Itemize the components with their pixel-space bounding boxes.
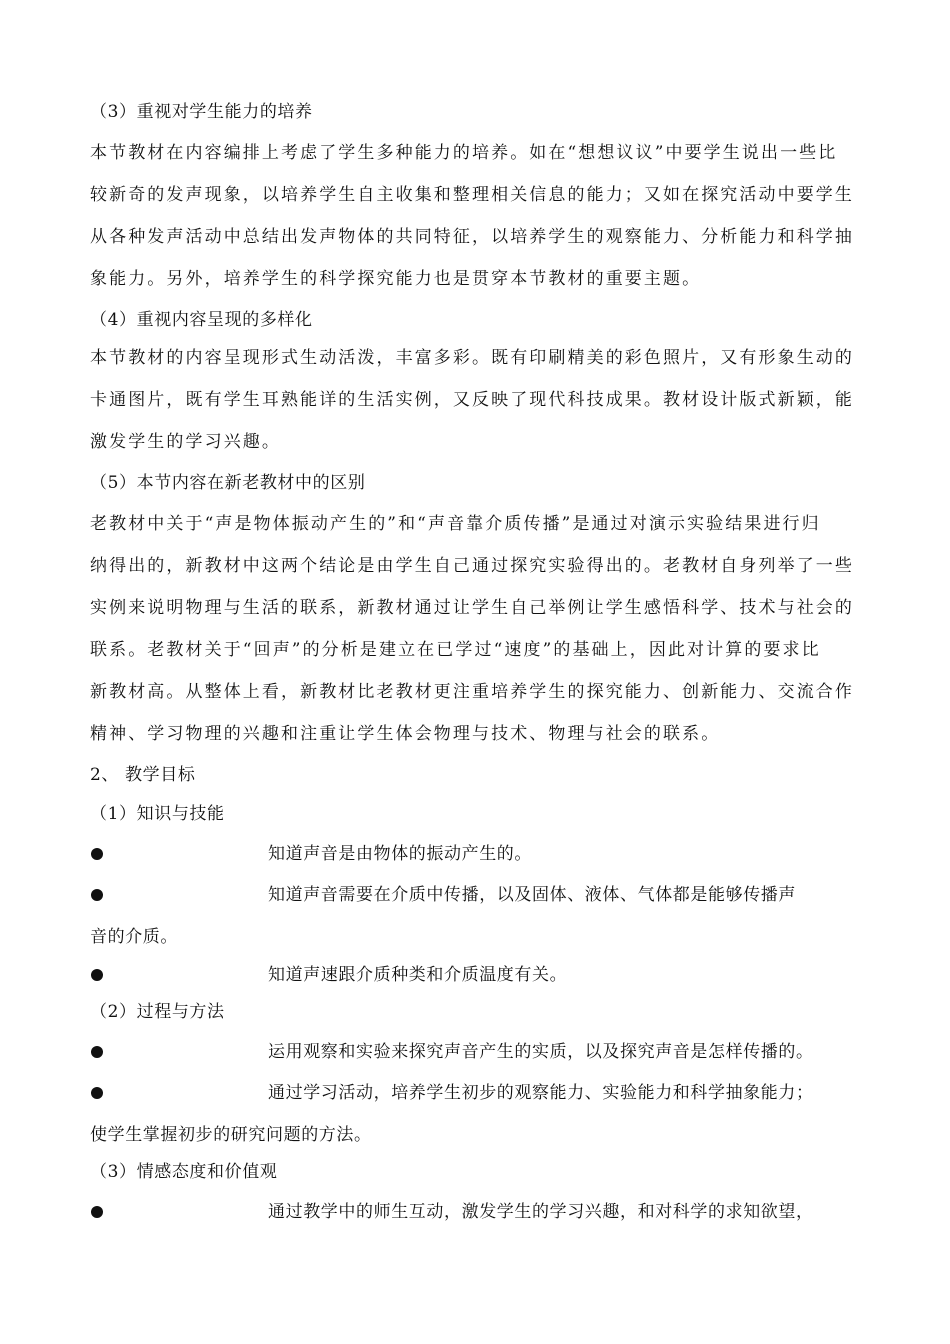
paragraph-line: 纳得出的，新教材中这两个结论是由学生自己通过探究实验得出的。老教材自身列举了一些 bbox=[90, 556, 854, 576]
goal-item: 知道声音需要在介质中传播，以及固体、液体、气体都是能够传播声 bbox=[268, 885, 796, 905]
goal-item: 知道声音是由物体的振动产生的。 bbox=[268, 844, 532, 864]
goal-item-continuation: 音的介质。 bbox=[90, 927, 178, 947]
paragraph-line: 本节教材在内容编排上考虑了学生多种能力的培养。如在“想想议议”中要学生说出一些比 bbox=[90, 143, 838, 163]
paragraph-line: 老教材中关于“声是物体振动产生的”和“声音靠介质传播”是通过对演示实验结果进行归 bbox=[90, 514, 821, 534]
paragraph-line: 联系。老教材关于“回声”的分析是建立在已学过“速度”的基础上，因此对计算的要求比 bbox=[90, 640, 821, 660]
goals-heading: 2、 教学目标 bbox=[90, 765, 196, 785]
goal-item: 通过学习活动，培养学生初步的观察能力、实验能力和科学抽象能力； bbox=[268, 1083, 814, 1103]
section-heading-5: （5）本节内容在新老教材中的区别 bbox=[90, 473, 366, 493]
section-heading-3: （3）重视对学生能力的培养 bbox=[90, 102, 313, 122]
bullet-icon bbox=[91, 889, 103, 901]
paragraph-line: 较新奇的发声现象，以培养学生自主收集和整理相关信息的能力；又如在探究活动中要学生 bbox=[90, 185, 854, 205]
paragraph-line: 从各种发声活动中总结出发声物体的共同特征，以培养学生的观察能力、分析能力和科学抽 bbox=[90, 227, 854, 247]
knowledge-heading: （1）知识与技能 bbox=[90, 804, 225, 824]
emotion-heading: （3）情感态度和价值观 bbox=[90, 1162, 278, 1182]
bullet-icon bbox=[91, 1087, 103, 1099]
bullet-icon bbox=[91, 1206, 103, 1218]
paragraph-line: 精神、学习物理的兴趣和注重让学生体会物理与技术、物理与社会的联系。 bbox=[90, 724, 721, 744]
process-heading: （2）过程与方法 bbox=[90, 1002, 225, 1022]
goal-item: 知道声速跟介质种类和介质温度有关。 bbox=[268, 965, 568, 985]
goal-item-continuation: 使学生掌握初步的研究问题的方法。 bbox=[90, 1125, 372, 1145]
paragraph-line: 本节教材的内容呈现形式生动活泼，丰富多彩。既有印刷精美的彩色照片，又有形象生动的 bbox=[90, 348, 854, 368]
paragraph-line: 新教材高。从整体上看，新教材比老教材更注重培养学生的探究能力、创新能力、交流合作 bbox=[90, 682, 854, 702]
paragraph-line: 象能力。另外，培养学生的科学探究能力也是贯穿本节教材的重要主题。 bbox=[90, 269, 702, 289]
section-heading-4: （4）重视内容呈现的多样化 bbox=[90, 310, 313, 330]
bullet-icon bbox=[91, 969, 103, 981]
goal-item: 通过教学中的师生互动，激发学生的学习兴趣，和对科学的求知欲望， bbox=[268, 1202, 814, 1222]
paragraph-line: 卡通图片，既有学生耳熟能详的生活实例，又反映了现代科技成果。教材设计版式新颖，能 bbox=[90, 390, 854, 410]
goal-item: 运用观察和实验来探究声音产生的实质，以及探究声音是怎样传播的。 bbox=[268, 1042, 814, 1062]
bullet-icon bbox=[91, 848, 103, 860]
paragraph-line: 激发学生的学习兴趣。 bbox=[90, 432, 281, 452]
bullet-icon bbox=[91, 1046, 103, 1058]
paragraph-line: 实例来说明物理与生活的联系，新教材通过让学生自己举例让学生感悟科学、技术与社会的 bbox=[90, 598, 854, 618]
